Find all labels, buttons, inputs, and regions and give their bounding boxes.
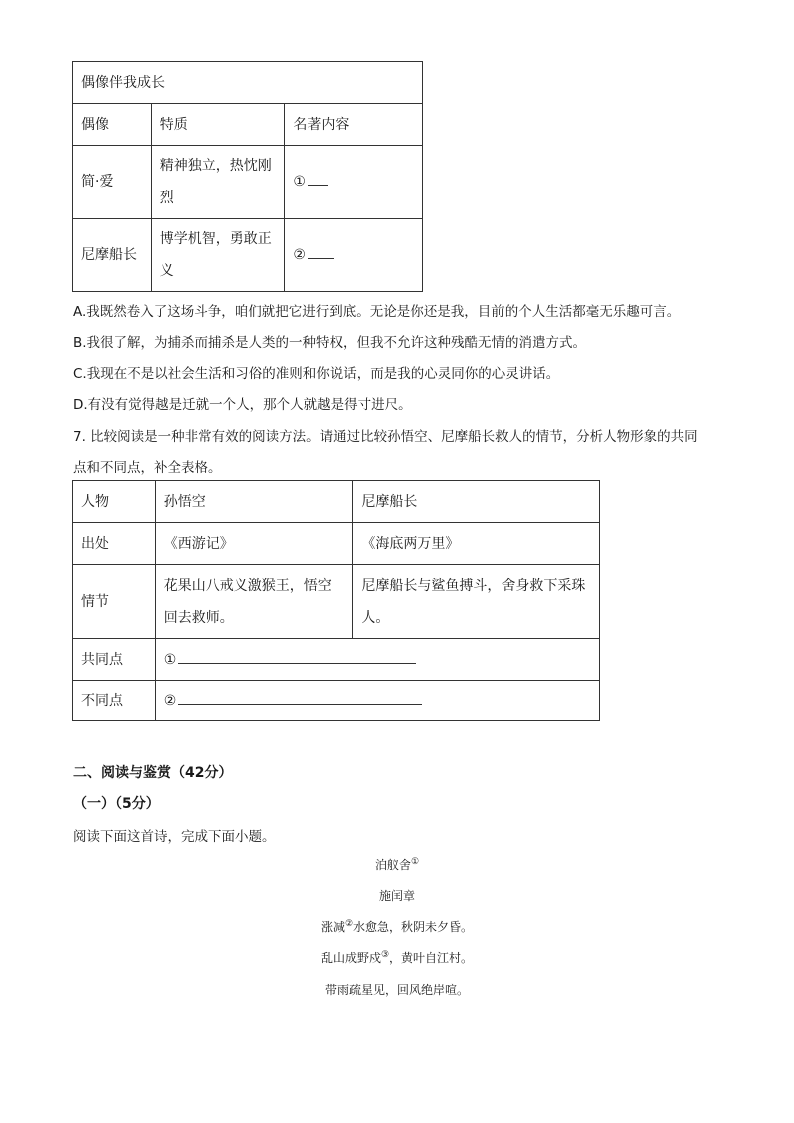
poem-text: 涨减 bbox=[320, 920, 345, 934]
answer-blank-row bbox=[285, 219, 423, 292]
section-heading: 二、阅读与鉴赏（42分） bbox=[73, 765, 233, 781]
subsection-heading: （一）（5分） bbox=[73, 796, 160, 812]
source-nemo: 《海底两万里》 bbox=[353, 523, 600, 565]
poem-author: 施闰章 bbox=[378, 889, 415, 903]
idol-name: 简·爱 bbox=[73, 146, 152, 219]
idol-trait: 精神独立，热忱刚烈 bbox=[151, 146, 285, 219]
poem-title bbox=[0, 856, 794, 873]
idol-table bbox=[72, 61, 423, 292]
poem-title-text: 泊舣舍 bbox=[374, 858, 411, 872]
option-b: B.我很了解，为捕杀而捕杀是人类的一种特权，但我不允许这种残酷无情的消遣方式。 bbox=[73, 335, 587, 351]
header-nemo: 尼摩船长 bbox=[353, 481, 600, 523]
header-wukong: 孙悟空 bbox=[155, 481, 353, 523]
footnote-marker: ② bbox=[344, 919, 354, 929]
answer-blank[interactable] bbox=[308, 171, 328, 186]
compare-table bbox=[72, 480, 600, 721]
plot-nemo: 尼摩船长与鲨鱼搏斗，舍身救下采珠人。 bbox=[353, 565, 600, 639]
idol-table-title: 偶像伴我成长 bbox=[73, 62, 423, 104]
row-plot-label: 情节 bbox=[73, 565, 156, 639]
option-a: A.我既然卷入了这场斗争，咱们就把它进行到底。无论是你还是我，目前的个人生活都毫无乐趣可言。 bbox=[73, 304, 681, 320]
question-7-line1: 7. 比较阅读是一种非常有效的阅读方法。请通过比较孙悟空、尼摩船长救人的情节，分析人物形象的共同 bbox=[73, 429, 698, 445]
question-7-line2: 点和不同点，补全表格。 bbox=[73, 460, 222, 476]
poem-line bbox=[0, 981, 794, 998]
option-c: C.我现在不是以社会生活和习俗的准则和你说话，而是我的心灵同你的心灵讲话。 bbox=[73, 366, 560, 382]
row-diff-label: 不同点 bbox=[73, 681, 156, 721]
diff-answer-cell bbox=[155, 681, 599, 721]
idol-name: 尼摩船长 bbox=[73, 219, 152, 292]
header-idol: 偶像 bbox=[73, 104, 152, 146]
answer-mark: ① bbox=[293, 174, 306, 190]
answer-blank-row bbox=[285, 146, 423, 219]
poem-text: 乱山成野戍 bbox=[320, 951, 381, 965]
header-content: 名著内容 bbox=[285, 104, 423, 146]
poem-text: 带雨疏星见，回风绝岸喧。 bbox=[324, 983, 469, 997]
poem-line bbox=[0, 918, 794, 935]
idol-trait: 博学机智，勇敢正义 bbox=[151, 219, 285, 292]
diff-answer-blank[interactable] bbox=[178, 690, 422, 705]
poem-text: 水愈急，秋阴未夕昏。 bbox=[353, 920, 474, 934]
source-wukong: 《西游记》 bbox=[155, 523, 353, 565]
answer-blank[interactable] bbox=[308, 244, 334, 259]
header-trait: 特质 bbox=[151, 104, 285, 146]
answer-mark: ② bbox=[293, 247, 306, 263]
option-d: D.有没有觉得越是迁就一个人，那个人就越是得寸进尺。 bbox=[73, 397, 412, 413]
header-person: 人物 bbox=[73, 481, 156, 523]
common-answer-cell bbox=[155, 639, 599, 681]
plot-wukong: 花果山八戒义激猴王，悟空回去救师。 bbox=[155, 565, 353, 639]
footnote-marker: ③ bbox=[380, 950, 390, 960]
common-answer-blank[interactable] bbox=[178, 649, 416, 664]
row-source-label: 出处 bbox=[73, 523, 156, 565]
poem-line bbox=[0, 949, 794, 966]
row-common-label: 共同点 bbox=[73, 639, 156, 681]
answer-mark: ① bbox=[163, 651, 177, 668]
answer-mark: ② bbox=[163, 692, 177, 709]
reading-instruction: 阅读下面这首诗，完成下面小题。 bbox=[73, 829, 276, 845]
poem-text: ，黄叶自江村。 bbox=[389, 951, 474, 965]
footnote-marker: ① bbox=[410, 857, 420, 867]
